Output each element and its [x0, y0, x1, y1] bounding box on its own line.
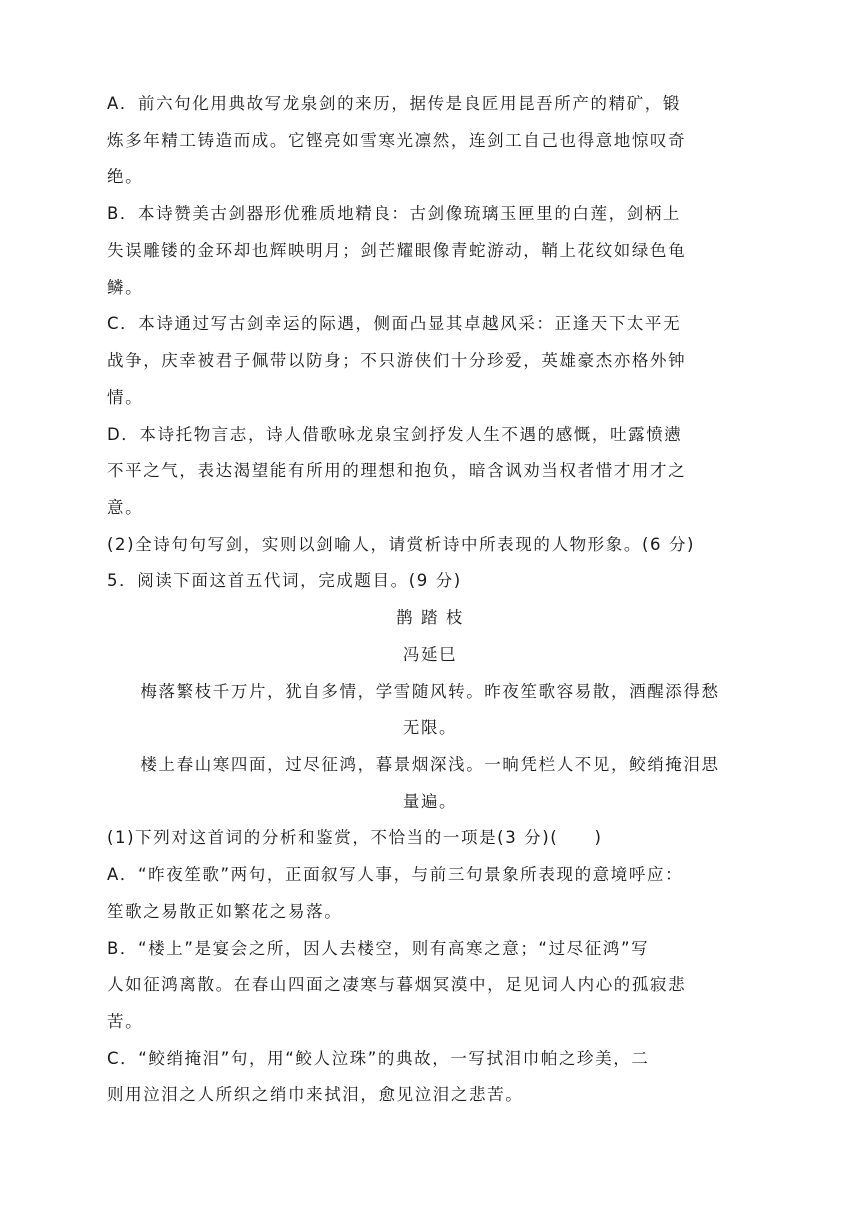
poem-author: 冯延巳: [402, 645, 458, 664]
poem-stanza-2-line-1: 楼上春山寒四面，过尽征鸿，暮景烟深浅。一晌凭栏人不见，鲛绡掩泪思: [140, 755, 720, 774]
option-d-line-1: D．本诗托物言志，诗人借歌咏龙泉宝剑抒发人生不遇的感慨，吐露愤懑: [107, 425, 683, 444]
poem-stanza-2-line-2: 量遍。: [402, 792, 458, 811]
option-c-line-1: C．本诗通过写古剑幸运的际遇，侧面凸显其卓越风采：正逢天下太平无: [107, 314, 682, 333]
question-2: (2)全诗句句写剑，实则以剑喻人，请赏析诗中所表现的人物形象。(6 分): [107, 535, 696, 554]
q5-option-c-line-2: 则用泣泪之人所织之绡巾来拭泪，愈见泣泪之悲苦。: [107, 1085, 524, 1104]
q5-option-c-line-1: C．“鲛绡掩泪”句，用“鲛人泣珠”的典故，一写拭泪巾帕之珍美，二: [107, 1049, 650, 1068]
option-c-line-2: 战争，庆幸被君子佩带以防身；不只游侠们十分珍爱，英雄豪杰亦格外钟: [107, 351, 687, 370]
q5-option-a-line-2: 笙歌之易散正如繁花之易落。: [107, 902, 343, 921]
option-a-line-1: A．前六句化用典故写龙泉剑的来历，据传是良匠用昆吾所产的精矿，锻: [107, 94, 681, 113]
q5-option-b-line-3: 苦。: [107, 1012, 144, 1031]
q5-option-b-line-1: B．“楼上”是宴会之所，因人去楼空，则有高寒之意；“过尽征鸿”写: [107, 939, 650, 958]
option-b-line-1: B．本诗赞美古剑器形优雅质地精良：古剑像琉璃玉匣里的白莲，剑柄上: [107, 204, 682, 223]
question-5-heading: 5．阅读下面这首五代词，完成题目。(9 分): [107, 571, 462, 590]
option-d-line-2: 不平之气，表达渴望能有所用的理想和抱负，暗含讽劝当权者惜才用才之: [107, 461, 687, 480]
poem-stanza-1-line-1: 梅落繁枝千万片，犹自多情，学雪随风转。昨夜笙歌容易散，酒醒添得愁: [140, 682, 720, 701]
poem-title: 鹊 踏 枝: [396, 608, 464, 627]
option-b-line-2: 失误雕镂的金环却也辉映明月；剑芒耀眼像青蛇游动，鞘上花纹如绿色龟: [107, 241, 687, 260]
option-a-line-2: 炼多年精工铸造而成。它铿亮如雪寒光凛然，连剑工自己也得意地惊叹奇: [107, 131, 687, 150]
q5-option-b-line-2: 人如征鸿离散。在春山四面之凄寒与暮烟冥漠中，足见词人内心的孤寂悲: [107, 975, 687, 994]
option-d-line-3: 意。: [107, 498, 144, 517]
option-b-line-3: 鳞。: [107, 278, 144, 297]
option-a-line-3: 绝。: [107, 167, 144, 186]
q5-option-a-line-1: A．“昨夜笙歌”两句，正面叙写人事，与前三句景象所表现的意境呼应：: [107, 865, 684, 884]
poem-stanza-1-line-2: 无限。: [402, 718, 458, 737]
option-c-line-3: 情。: [107, 388, 144, 407]
question-5-1: (1)下列对这首词的分析和鉴赏，不恰当的一项是(3 分)( ): [107, 828, 603, 847]
